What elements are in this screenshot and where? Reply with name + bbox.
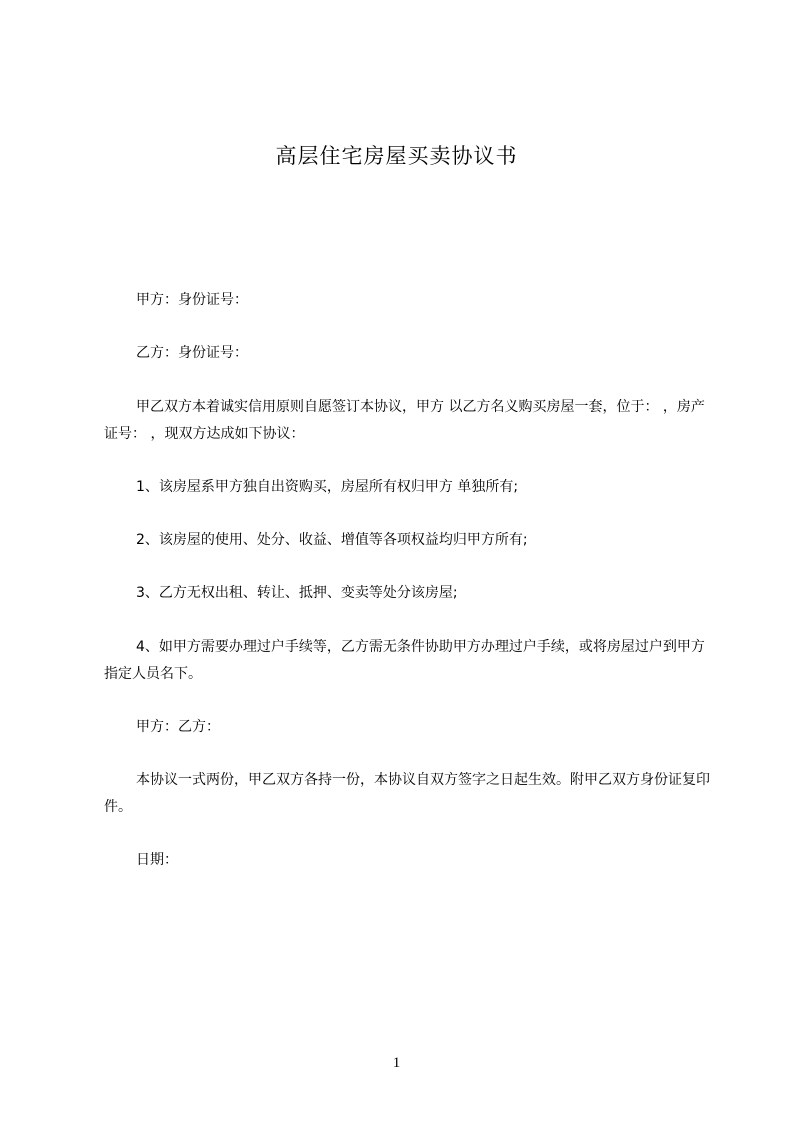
clause-2: 2、该房屋的使用、处分、收益、增值等各项权益均归甲方所有; <box>136 532 528 548</box>
closing-paragraph: 本协议一式两份，甲乙双方各持一份，本协议自双方签字之日起生效。附甲乙双方身份证复印件。 <box>104 772 710 815</box>
signature-line: 甲方：乙方： <box>136 719 220 735</box>
intro-paragraph: 甲乙双方本着诚实信用原则自愿签订本协议，甲方 以乙方名义购买房屋一套，位于： ，房产证号： ，现双方达成如下协议： <box>104 399 705 442</box>
clause-4: 4、如甲方需要办理过户手续等，乙方需无条件协助甲方办理过户手续，或将房屋过户到甲方指定人员名下。 <box>104 639 705 682</box>
party-a-line: 甲方：身份证号： <box>136 292 248 308</box>
clause-3: 3、乙方无权出租、转让、抵押、变卖等处分该房屋; <box>136 585 458 601</box>
document-title: 高层住宅房屋买卖协议书 <box>275 144 518 168</box>
date-line: 日期： <box>136 852 178 868</box>
party-b-line: 乙方：身份证号： <box>136 345 248 361</box>
clause-1: 1、该房屋系甲方独自出资购买，房屋所有权归甲方 单独所有; <box>136 479 519 495</box>
page-number: 1 <box>392 1055 401 1071</box>
